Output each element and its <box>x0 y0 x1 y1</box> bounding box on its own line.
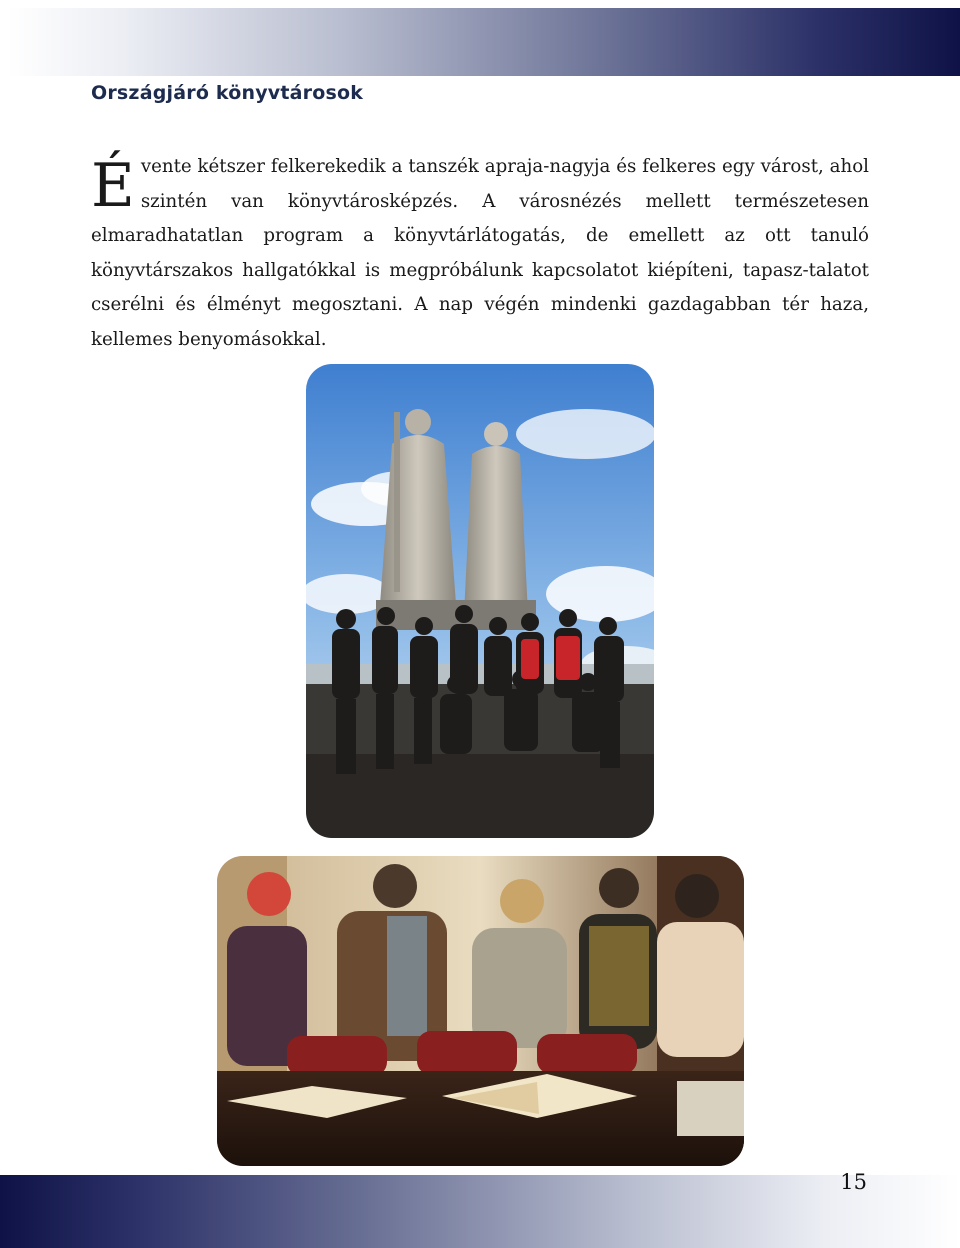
photo-students-examining-books <box>217 856 744 1166</box>
photo-group-at-statues <box>306 364 654 838</box>
article-body <box>91 150 869 358</box>
footer-gradient-band <box>0 1175 960 1248</box>
article-heading: Országjáró könyvtárosok <box>91 82 364 104</box>
drop-cap: É <box>91 151 135 221</box>
page-number: 15 <box>840 1170 867 1194</box>
article-paragraph: vente kétszer felkerekedik a tanszék apraja-nagyja és felkeres egy várost, ahol szintén van könyvtárosképzés. A városnézés mellett természetesen elmaradhatatlan program a könyvtárlátogatás, de emellett az ott tanuló könyvtárszakos hallgatókkal is megpróbálunk kapcsolatot kiépíteni, tapasz-talatot cserélni és élményt megosztani. A nap végén mindenki gazdagabban tér haza, kellemes benyomásokkal. <box>91 156 869 350</box>
header-gradient-band <box>8 8 960 76</box>
